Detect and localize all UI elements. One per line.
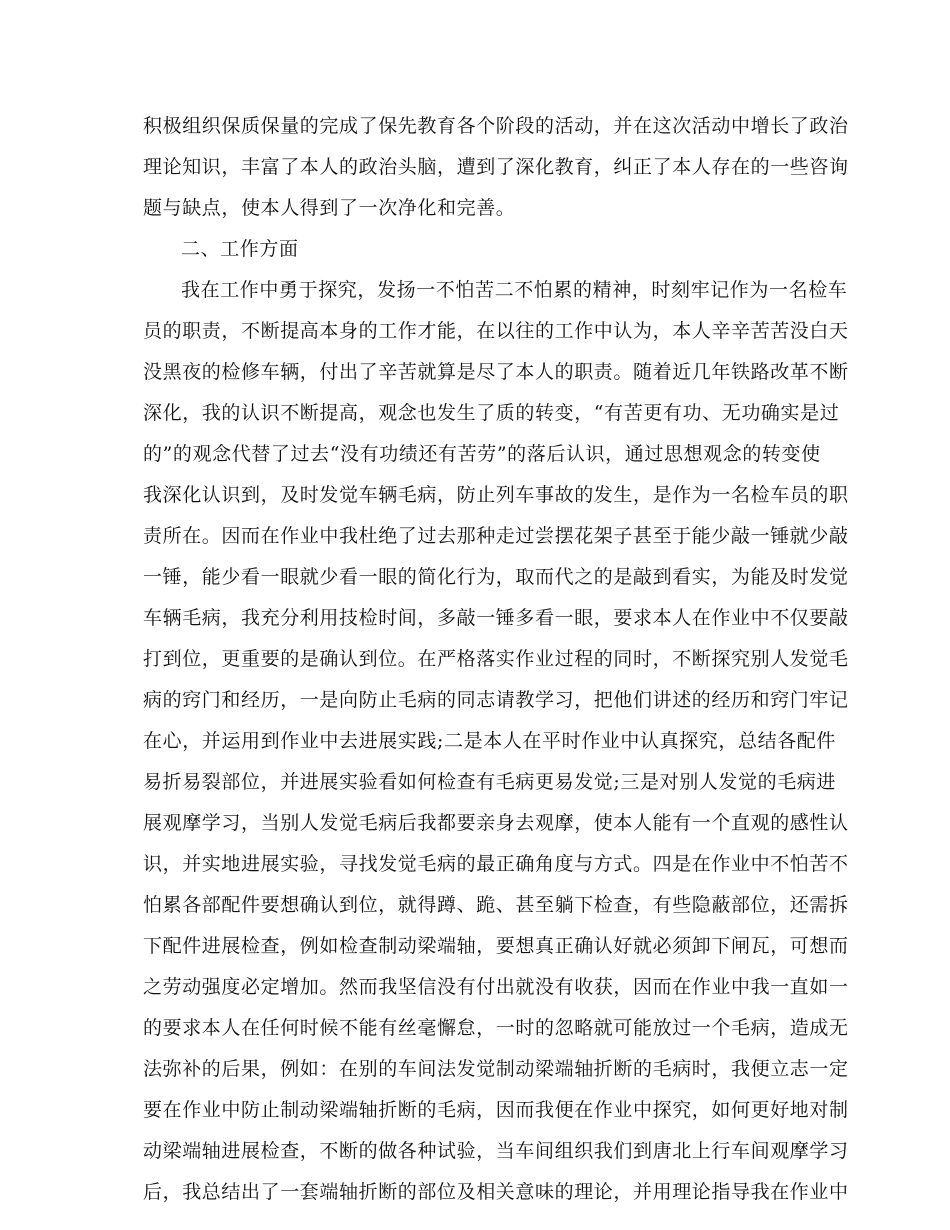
text-line-2: 理论知识，丰富了本人的政治头脑，遭到了深化教育，纠正了本人存在的一些咨询: [143, 156, 849, 178]
text-line-11: 责所在。因而在作业中我杜绝了过去那种走过尝摆花架子甚至于能少敲一锤就少敲: [143, 525, 849, 547]
text-line-18: 展观摩学习，当别人发觉毛病后我都要亲身去观摩，使本人能有一个直观的感性认: [143, 812, 849, 834]
section-heading: 二、工作方面: [181, 238, 299, 260]
text-line-25: 要在作业中防止制动梁端轴折断的毛病，因而我便在作业中探究，如何更好地对制: [143, 1099, 849, 1121]
text-line-15: 病的窍门和经历，一是向防止毛病的同志请教学习，把他们讲述的经历和窍门牢记: [143, 689, 849, 711]
text-line-14: 打到位，更重要的是确认到位。在严格落实作业过程的同时，不断探究别人发觉毛: [143, 648, 849, 670]
text-line-24: 法弥补的后果，例如：在别的车间法发觉制动梁端轴折断的毛病时，我便立志一定: [143, 1058, 849, 1080]
text-line-12: 一锤，能少看一眼就少看一眼的简化行为，取而代之的是敲到看实，为能及时发觉: [143, 566, 849, 588]
text-line-19: 识，并实地进展实验，寻找发觉毛病的最正确角度与方式。四是在作业中不怕苦不: [143, 853, 849, 875]
text-line-16: 在心，并运用到作业中去进展实践;二是本人在平时作业中认真探究，总结各配件: [143, 730, 837, 752]
text-line-20: 怕累各部配件要想确认到位，就得蹲、跪、甚至躺下检查，有些隐蔽部位，还需拆: [143, 894, 849, 916]
text-line-7: 没黑夜的检修车辆，付出了辛苦就算是尽了本人的职责。随着近几年铁路改革不断: [143, 361, 849, 383]
text-line-10: 我深化认识到，及时发觉车辆毛病，防止列车事故的发生，是作为一名检车员的职: [143, 484, 849, 506]
text-line-1: 积极组织保质保量的完成了保先教育各个阶段的活动，并在这次活动中增长了政治: [143, 115, 849, 137]
text-line-22: 之劳动强度必定增加。然而我坚信没有付出就没有收获，因而在作业中我一直如一: [143, 976, 849, 998]
text-line-5: 我在工作中勇于探究，发扬一不怕苦二不怕累的精神，时刻牢记作为一名检车: [181, 279, 848, 301]
text-line-13: 车辆毛病，我充分利用技检时间，多敲一锤多看一眼，要求本人在作业中不仅要敲: [143, 607, 849, 629]
text-line-3: 题与缺点，使本人得到了一次净化和完善。: [143, 197, 516, 219]
text-line-9: 的”的观念代替了过去“没有功绩还有苦劳”的落后认识，通过思想观念的转变使: [143, 443, 821, 465]
text-line-23: 的要求本人在任何时候不能有丝毫懈怠，一时的忽略就可能放过一个毛病，造成无: [143, 1017, 849, 1039]
text-line-26: 动梁端轴进展检查，不断的做各种试验，当车间组织我们到唐北上行车间观摩学习: [143, 1140, 849, 1162]
text-line-6: 员的职责，不断提高本身的工作才能，在以往的工作中认为，本人辛辛苦苦没白天: [143, 320, 849, 342]
text-line-21: 下配件进展检查，例如检查制动梁端轴，要想真正确认好就必须卸下闸瓦，可想而: [143, 935, 849, 957]
text-line-27: 后，我总结出了一套端轴折断的部位及相关意味的理论，并用理论指导我在作业中: [143, 1181, 849, 1203]
text-line-8: 深化，我的认识不断提高，观念也发生了质的转变，“有苦更有功、无功确实是过: [143, 402, 840, 424]
text-line-17: 易折易裂部位，并进展实验看如何检查有毛病更易发觉;三是对别人发觉的毛病进: [143, 771, 837, 793]
